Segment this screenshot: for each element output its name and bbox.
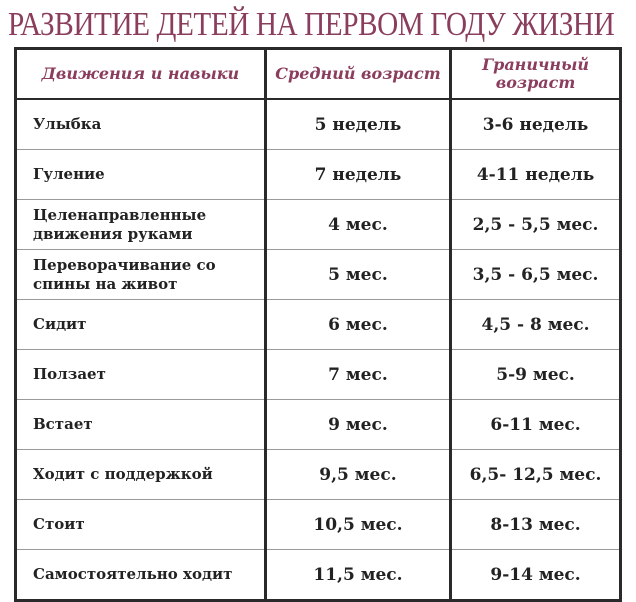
table-row (16, 350, 621, 400)
range-age-cell: 4,5 - 8 мес. (451, 300, 621, 350)
range-age-cell: 3-6 недель (451, 99, 621, 150)
range-age-cell: 6-11 мес. (451, 400, 621, 450)
skill-cell: Ходит с поддержкой (16, 450, 266, 500)
average-age-cell: 4 мес. (265, 200, 450, 250)
development-table (14, 47, 622, 602)
table-row (16, 250, 621, 300)
range-age-cell: 6,5- 12,5 мес. (451, 450, 621, 500)
header-skills: Движения и навыки (16, 49, 266, 100)
skill-cell: Самостоятельно ходит (16, 550, 266, 601)
table-row (16, 450, 621, 500)
table-row (16, 150, 621, 200)
average-age-cell: 9 мес. (265, 400, 450, 450)
page-title: РАЗВИТИЕ ДЕТЕЙ НА ПЕРВОМ ГОДУ ЖИЗНИ (8, 6, 615, 43)
range-age-cell: 4-11 недель (451, 150, 621, 200)
average-age-cell: 7 недель (265, 150, 450, 200)
range-age-cell: 5-9 мес. (451, 350, 621, 400)
skill-cell: Стоит (16, 500, 266, 550)
skill-cell: Ползает (16, 350, 266, 400)
skill-cell: Сидит (16, 300, 266, 350)
table-row (16, 99, 621, 150)
skill-cell: Встает (16, 400, 266, 450)
skill-cell: Улыбка (16, 99, 266, 150)
header-range-age: Граничный возраст (451, 49, 621, 100)
table-row (16, 550, 621, 601)
table-row (16, 400, 621, 450)
range-age-cell: 2,5 - 5,5 мес. (451, 200, 621, 250)
average-age-cell: 11,5 мес. (265, 550, 450, 601)
skill-cell: Переворачивание со спины на живот (16, 250, 266, 300)
table-row (16, 300, 621, 350)
average-age-cell: 9,5 мес. (265, 450, 450, 500)
skill-cell: Гуление (16, 150, 266, 200)
table-header-row (16, 49, 621, 100)
range-age-cell: 8-13 мес. (451, 500, 621, 550)
range-age-cell: 3,5 - 6,5 мес. (451, 250, 621, 300)
average-age-cell: 5 мес. (265, 250, 450, 300)
header-average-age: Средний возраст (265, 49, 450, 100)
average-age-cell: 5 недель (265, 99, 450, 150)
table-row (16, 200, 621, 250)
table-row (16, 500, 621, 550)
average-age-cell: 7 мес. (265, 350, 450, 400)
range-age-cell: 9-14 мес. (451, 550, 621, 601)
skill-cell: Целенаправленные движения руками (16, 200, 266, 250)
average-age-cell: 6 мес. (265, 300, 450, 350)
average-age-cell: 10,5 мес. (265, 500, 450, 550)
